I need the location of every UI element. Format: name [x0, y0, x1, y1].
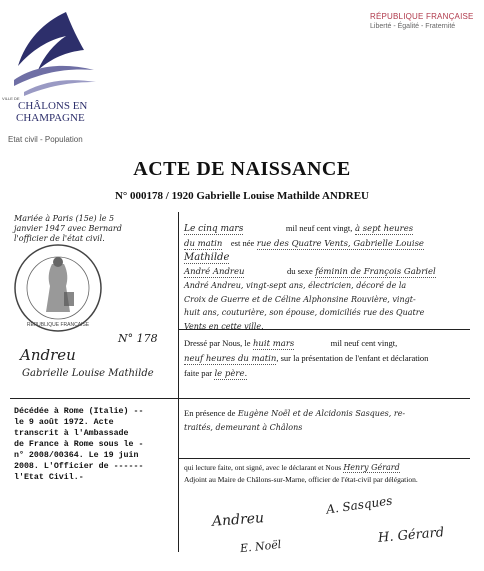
birth-year: mil neuf cent vingt,: [285, 223, 353, 233]
signature-andreu: Andreu: [211, 510, 265, 530]
service-label: Etat civil - Population: [8, 135, 83, 144]
child-name-continued: Mathilde: [184, 252, 230, 263]
declaration-year: mil neuf cent vingt,: [330, 338, 398, 348]
birth-line-1: [184, 222, 472, 237]
republic-motto: Liberté - Égalité - Fraternité: [370, 23, 456, 30]
sex-label: du sexe: [287, 265, 313, 276]
marriage-note-line: l'officier de l'état civil.: [14, 234, 105, 243]
birth-place-name: rue des Quatre Vents, Gabrielle Louise: [256, 238, 424, 249]
birth-line-8: Vents en cette ville.: [184, 321, 264, 331]
declaration-time: neuf heures du matin: [184, 354, 277, 364]
official-seal: [12, 242, 104, 334]
declaration-line-2: [184, 351, 472, 366]
birth-line-4: [184, 265, 472, 280]
birth-line-7: huit ans, couturière, son épouse, domiciliés rue des Quatre: [184, 308, 425, 317]
death-note-line: n° 2008/00364. Le 19 juin: [14, 451, 139, 460]
act-number: N° 178: [118, 332, 158, 345]
witnesses-line-1: [184, 406, 472, 421]
declarant: le père.: [214, 369, 248, 379]
death-note-line: l'Etat Civil.-: [14, 473, 84, 482]
death-note-line: de France à Rome sous le -: [14, 440, 144, 449]
act-rule-3: [178, 458, 470, 459]
declaration-line-3: [184, 366, 472, 381]
signature-gerard: H. Gérard: [377, 525, 445, 546]
seal-text: RÉPUBLIQUE FRANÇAISE: [26, 322, 90, 328]
seal-icon: [12, 242, 104, 334]
republic-title: RÉPUBLIQUE FRANÇAISE: [370, 12, 474, 21]
logo-line2: CHÂLONS EN: [18, 100, 88, 112]
declaration: [184, 336, 472, 381]
child-surname: André Andreu: [184, 266, 245, 277]
born-label: est née: [230, 237, 255, 248]
officer-name: Henry Gérard: [343, 463, 400, 472]
death-note-line: Décédée à Rome (Italie) --: [14, 407, 144, 416]
document-reference: N° 000178 / 1920 Gabrielle Louise Mathilde ANDREU: [114, 190, 370, 202]
witnesses: [184, 406, 472, 435]
witnesses-line-2: traités, demeurant à Châlons: [184, 423, 303, 432]
document-title: ACTE DE NAISSANCE: [133, 158, 351, 180]
reading-label: qui lecture faite, ont signé, avec le déclarant et Nous: [184, 463, 342, 472]
birth-time: du matin: [184, 238, 223, 249]
signature-noel: E. Noël: [239, 537, 282, 556]
birth-line-3: [184, 251, 472, 265]
closing: [184, 462, 472, 486]
marriage-note: [14, 214, 176, 244]
officer-title: Adjoint au Maire de Châlons-sur-Marne, officier de l'état-civil par délégation.: [184, 475, 418, 484]
republic-header: [370, 12, 480, 30]
marriage-note-line: Mariée à Paris (15e) le 5: [14, 214, 115, 223]
birth-line-6: Croix de Guerre et de Céline Alphonsine Rouvière, vingt-: [184, 294, 416, 304]
declarant-label: faite par: [184, 368, 213, 378]
closing-line-1: [184, 462, 472, 474]
margin-surname: Andreu: [20, 346, 76, 364]
declaration-label: Dressé par Nous, le: [184, 338, 251, 348]
death-note-line: le 9 août 1972. Acte: [14, 418, 114, 427]
witness-names: Eugène Noël et de Alcidonis Sasques, re-: [237, 409, 406, 418]
city-logo: [4, 10, 104, 128]
birth-line-2: [184, 237, 472, 252]
birth-hour: à sept heures: [354, 224, 414, 234]
declaration-date: huit mars: [252, 339, 295, 349]
death-note: [14, 406, 179, 483]
birth-line-5: André Andreu, vingt-sept ans, électricien, décoré de la: [184, 281, 407, 290]
act-rule-2: [178, 398, 470, 399]
margin-rule: [10, 398, 178, 399]
presence-label: En présence de: [184, 408, 236, 418]
death-note-line: transcrit à l'Ambassade: [14, 429, 129, 438]
city-emblem-icon: [4, 10, 104, 96]
birth-record: [184, 222, 472, 333]
marriage-note-line: janvier 1947 avec Bernard: [14, 224, 122, 233]
presentation-label: , sur la présentation de l'enfant et déclaration: [276, 353, 429, 363]
declaration-line-1: [184, 336, 472, 351]
signature-sasques: A. Sasques: [325, 493, 394, 517]
sex-and-father: féminin de François Gabriel: [315, 266, 436, 277]
margin-given-names: Gabrielle Louise Mathilde: [22, 368, 154, 379]
logo-line3: CHAMPAGNE: [16, 112, 85, 124]
logo-line1: VILLE DE: [2, 96, 20, 101]
birth-date: Le cinq mars: [184, 224, 244, 234]
act-divider: [178, 212, 179, 552]
death-note-line: 2008. L'Officier de ------: [14, 462, 144, 471]
